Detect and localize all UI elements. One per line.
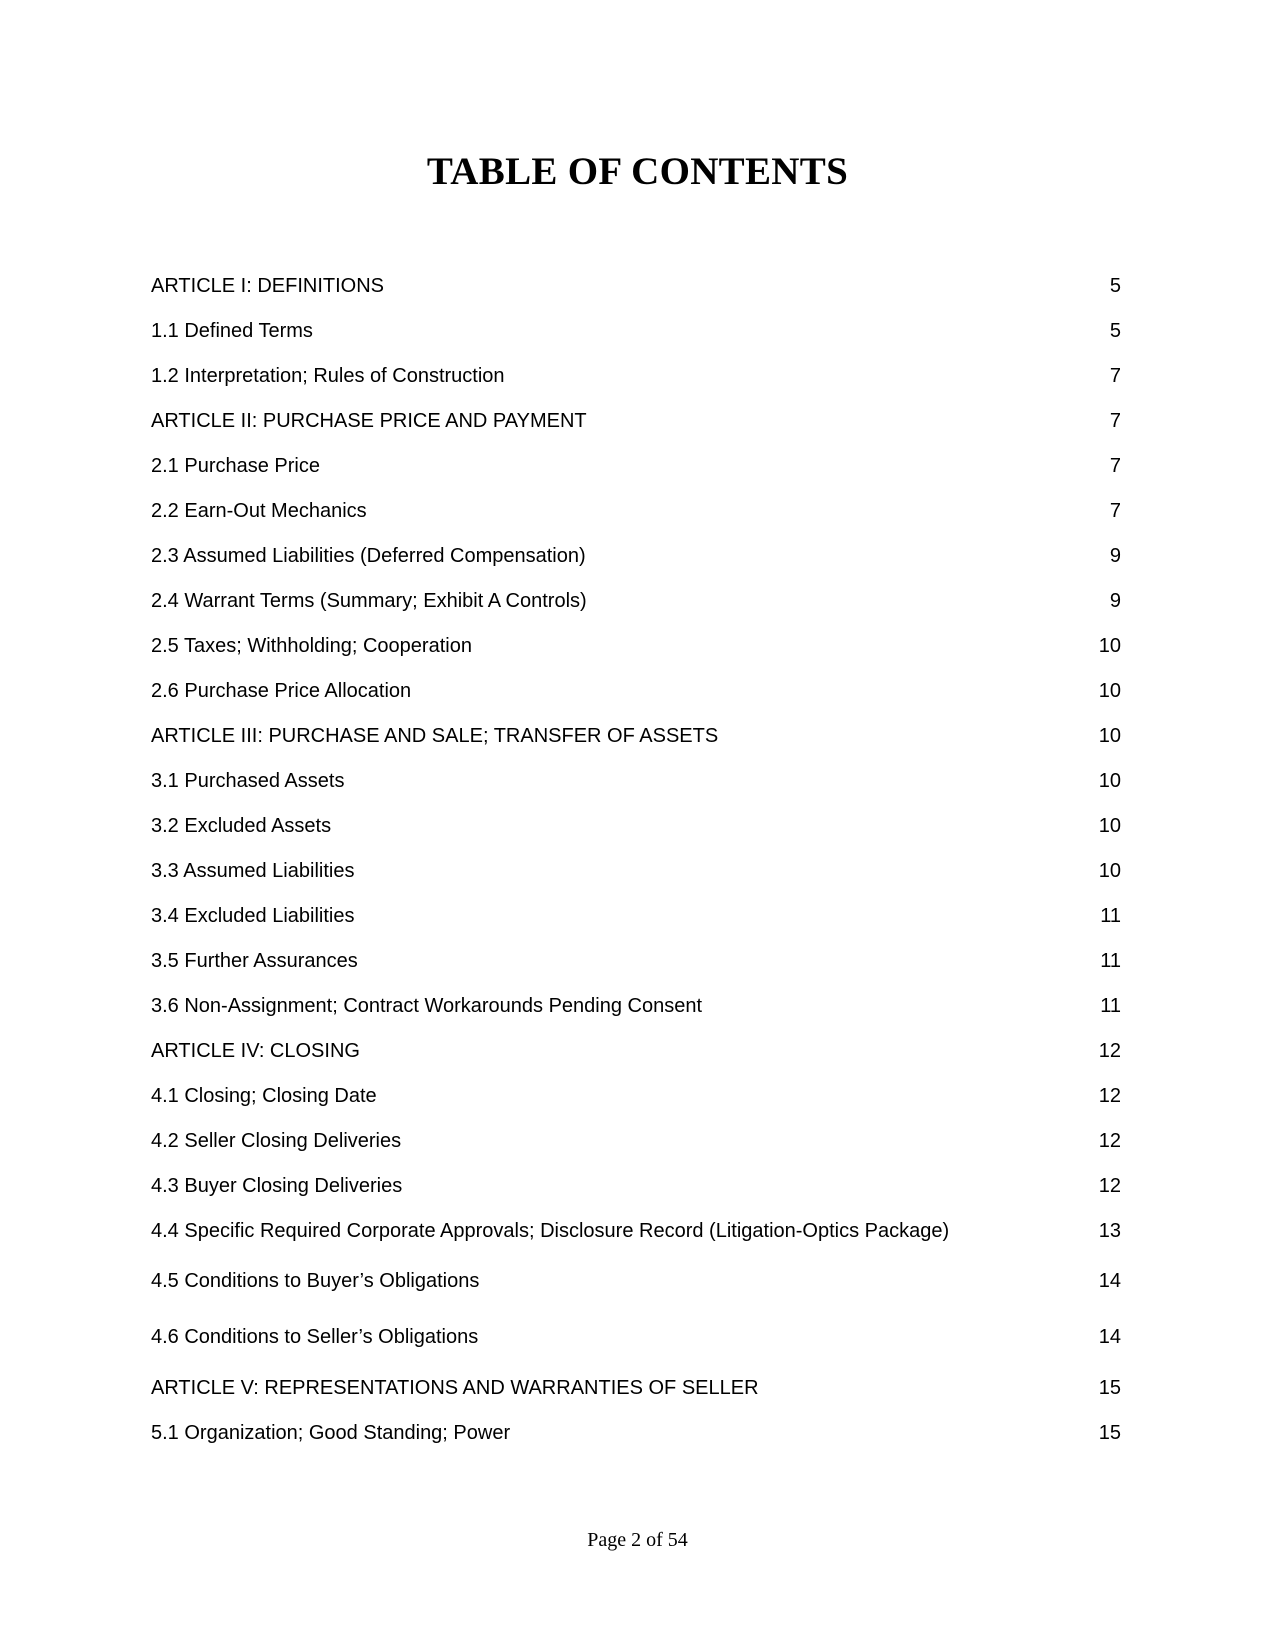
toc-entry-page-number: 11 bbox=[1100, 905, 1121, 927]
toc-entry-title: 5.1 Organization; Good Standing; Power bbox=[151, 1422, 511, 1444]
toc-entry-3-6[interactable] bbox=[151, 991, 1121, 1021]
toc-entry-4-3[interactable] bbox=[151, 1171, 1121, 1201]
toc-entry-page-number: 14 bbox=[1098, 1270, 1121, 1292]
toc-entry-2-1[interactable] bbox=[151, 451, 1121, 481]
toc-entry-page-number: 7 bbox=[1109, 500, 1121, 522]
toc-entry-page-number: 10 bbox=[1098, 680, 1121, 702]
toc-entry-title: 4.6 Conditions to Seller’s Obligations bbox=[151, 1326, 479, 1348]
toc-entry-title: 3.6 Non-Assignment; Contract Workarounds Pending Consent bbox=[151, 995, 703, 1017]
toc-entry-2-5[interactable] bbox=[151, 631, 1121, 661]
toc-entry-2-6[interactable] bbox=[151, 676, 1121, 706]
toc-entry-2-4[interactable] bbox=[151, 586, 1121, 616]
toc-entry-title: 2.5 Taxes; Withholding; Cooperation bbox=[151, 635, 472, 657]
toc-entry-article-2[interactable] bbox=[151, 406, 1121, 436]
toc-entry-page-number: 12 bbox=[1098, 1130, 1121, 1152]
toc-entry-article-3[interactable] bbox=[151, 721, 1121, 751]
toc-entry-5-1[interactable] bbox=[151, 1418, 1121, 1448]
toc-entry-page-number: 10 bbox=[1098, 815, 1121, 837]
toc-entry-title: 3.5 Further Assurances bbox=[151, 950, 358, 972]
toc-entry-page-number: 15 bbox=[1098, 1377, 1121, 1399]
toc-entry-title: ARTICLE III: PURCHASE AND SALE; TRANSFER OF ASSETS bbox=[151, 725, 719, 747]
toc-entry-page-number: 11 bbox=[1100, 995, 1121, 1017]
toc-entry-4-4[interactable] bbox=[151, 1216, 1121, 1246]
toc-entry-page-number: 7 bbox=[1109, 410, 1121, 432]
toc-entry-page-number: 5 bbox=[1109, 275, 1121, 297]
toc-entry-page-number: 10 bbox=[1098, 725, 1121, 747]
toc-entry-title: ARTICLE I: DEFINITIONS bbox=[151, 275, 384, 297]
toc-entry-3-4[interactable] bbox=[151, 901, 1121, 931]
page-footer: Page 2 of 54 bbox=[587, 1529, 688, 1551]
toc-entry-title: 4.3 Buyer Closing Deliveries bbox=[151, 1175, 403, 1197]
toc-entry-article-1[interactable] bbox=[151, 271, 1121, 301]
table-of-contents bbox=[151, 0, 1121, 1500]
toc-entry-2-2[interactable] bbox=[151, 496, 1121, 526]
toc-entry-title: 2.2 Earn-Out Mechanics bbox=[151, 500, 367, 522]
toc-entry-page-number: 12 bbox=[1098, 1175, 1121, 1197]
toc-entry-4-5[interactable] bbox=[151, 1266, 1121, 1296]
toc-entry-page-number: 14 bbox=[1098, 1326, 1121, 1348]
toc-entry-title: 1.2 Interpretation; Rules of Construction bbox=[151, 365, 505, 387]
page-title: TABLE OF CONTENTS bbox=[426, 150, 849, 193]
toc-entry-title: 3.3 Assumed Liabilities bbox=[151, 860, 355, 882]
toc-entry-page-number: 10 bbox=[1098, 635, 1121, 657]
toc-entry-page-number: 11 bbox=[1100, 950, 1121, 972]
toc-entry-title: ARTICLE V: REPRESENTATIONS AND WARRANTIES OF SELLER bbox=[151, 1377, 759, 1399]
toc-entry-page-number: 10 bbox=[1098, 770, 1121, 792]
toc-entry-4-6[interactable] bbox=[151, 1322, 1121, 1352]
toc-entry-page-number: 9 bbox=[1109, 545, 1121, 567]
toc-entry-page-number: 7 bbox=[1109, 365, 1121, 387]
toc-entry-page-number: 12 bbox=[1098, 1040, 1121, 1062]
toc-entry-title: ARTICLE II: PURCHASE PRICE AND PAYMENT bbox=[151, 410, 587, 432]
toc-entry-title: 4.2 Seller Closing Deliveries bbox=[151, 1130, 402, 1152]
toc-entry-2-3[interactable] bbox=[151, 541, 1121, 571]
toc-entry-title: 4.1 Closing; Closing Date bbox=[151, 1085, 377, 1107]
toc-entry-title: 2.6 Purchase Price Allocation bbox=[151, 680, 412, 702]
toc-entry-1-1[interactable] bbox=[151, 316, 1121, 346]
toc-entry-title: 2.1 Purchase Price bbox=[151, 455, 320, 477]
toc-entry-page-number: 12 bbox=[1098, 1085, 1121, 1107]
toc-entry-3-3[interactable] bbox=[151, 856, 1121, 886]
toc-entry-title: 4.4 Specific Required Corporate Approvals; Disclosure Record (Litigation-Optics Package) bbox=[151, 1220, 950, 1242]
toc-entry-3-1[interactable] bbox=[151, 766, 1121, 796]
toc-entry-4-2[interactable] bbox=[151, 1126, 1121, 1156]
toc-entry-4-1[interactable] bbox=[151, 1081, 1121, 1111]
toc-entry-title: 4.5 Conditions to Buyer’s Obligations bbox=[151, 1270, 480, 1292]
toc-entry-page-number: 15 bbox=[1098, 1422, 1121, 1444]
toc-entry-1-2[interactable] bbox=[151, 361, 1121, 391]
toc-entry-article-4[interactable] bbox=[151, 1036, 1121, 1066]
toc-entry-title: ARTICLE IV: CLOSING bbox=[151, 1040, 360, 1062]
toc-entry-title: 2.4 Warrant Terms (Summary; Exhibit A Controls) bbox=[151, 590, 587, 612]
toc-entry-page-number: 9 bbox=[1109, 590, 1121, 612]
toc-entry-title: 3.4 Excluded Liabilities bbox=[151, 905, 355, 927]
toc-entry-page-number: 7 bbox=[1109, 455, 1121, 477]
toc-entry-page-number: 5 bbox=[1109, 320, 1121, 342]
toc-entry-title: 1.1 Defined Terms bbox=[151, 320, 313, 342]
toc-entry-page-number: 10 bbox=[1098, 860, 1121, 882]
toc-entry-title: 3.1 Purchased Assets bbox=[151, 770, 345, 792]
toc-entry-title: 2.3 Assumed Liabilities (Deferred Compensation) bbox=[151, 545, 586, 567]
toc-entry-3-2[interactable] bbox=[151, 811, 1121, 841]
toc-entry-article-5[interactable] bbox=[151, 1373, 1121, 1403]
toc-entry-title: 3.2 Excluded Assets bbox=[151, 815, 332, 837]
toc-entry-3-5[interactable] bbox=[151, 946, 1121, 976]
toc-entry-page-number: 13 bbox=[1098, 1220, 1121, 1242]
